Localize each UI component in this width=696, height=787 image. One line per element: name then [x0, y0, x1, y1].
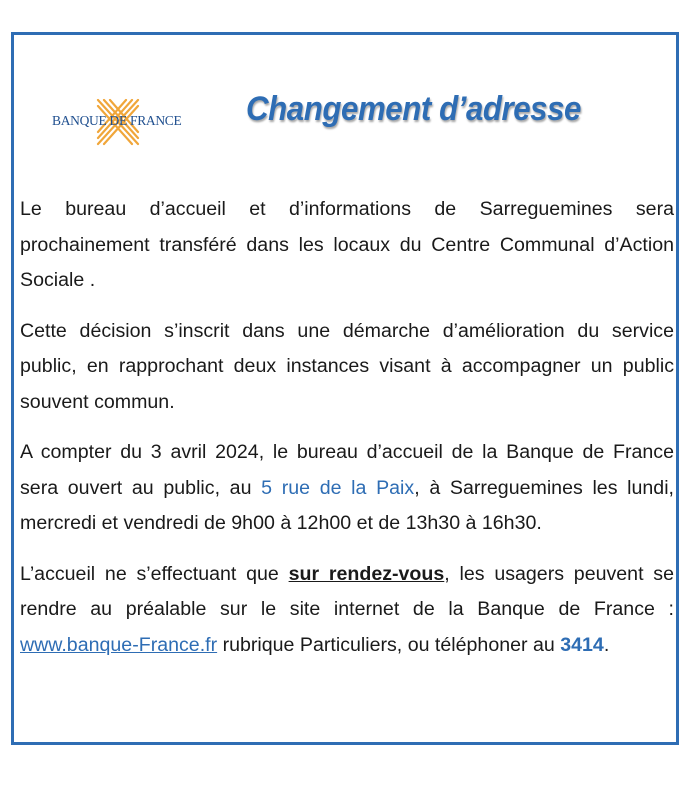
address-text: 5 rue de la Paix: [261, 476, 415, 499]
appointment-text-after-link: rubrique Particuliers, ou téléphoner au: [217, 633, 561, 656]
notice-body: [20, 192, 674, 678]
schedule-text-end: , à Sarreguemines les lundi, mercredi et vendredi de 9h00 à 12h00 et de 13h30 à 16h30.: [20, 476, 674, 534]
appointment-emphasis: sur rendez-vous: [288, 562, 445, 585]
appointment-text-end: .: [603, 633, 610, 656]
page-title: Changement d’adresse: [246, 90, 581, 128]
phone-number: 3414: [560, 633, 604, 656]
appointment-text-middle: , les usagers peuvent se rendre au préalable sur le site internet de la Banque de France :: [20, 562, 674, 620]
website-link[interactable]: www.banque-France.fr: [20, 633, 218, 656]
logo-text: BANQUE DE FRANCE: [52, 113, 182, 128]
paragraph-decision: Cette décision s’inscrit dans une démarche d’amélioration du service public, en rapprochant deux instances visant à accompagner un public souvent commun.: [20, 319, 674, 413]
banque-de-france-logo: [52, 96, 182, 148]
paragraph-schedule: [20, 435, 674, 542]
appointment-text-start: L’accueil ne s’effectuant que: [20, 562, 289, 585]
paragraph-transfer: Le bureau d’accueil et d’informations de Sarreguemines sera prochainement transféré dans les locaux du Centre Communal d’Action Sociale .: [20, 198, 674, 291]
schedule-text-start: A compter du 3 avril 2024, le bureau d’accueil de la Banque de France sera ouvert au public, au: [20, 441, 674, 499]
paragraph-appointment: [20, 557, 674, 664]
